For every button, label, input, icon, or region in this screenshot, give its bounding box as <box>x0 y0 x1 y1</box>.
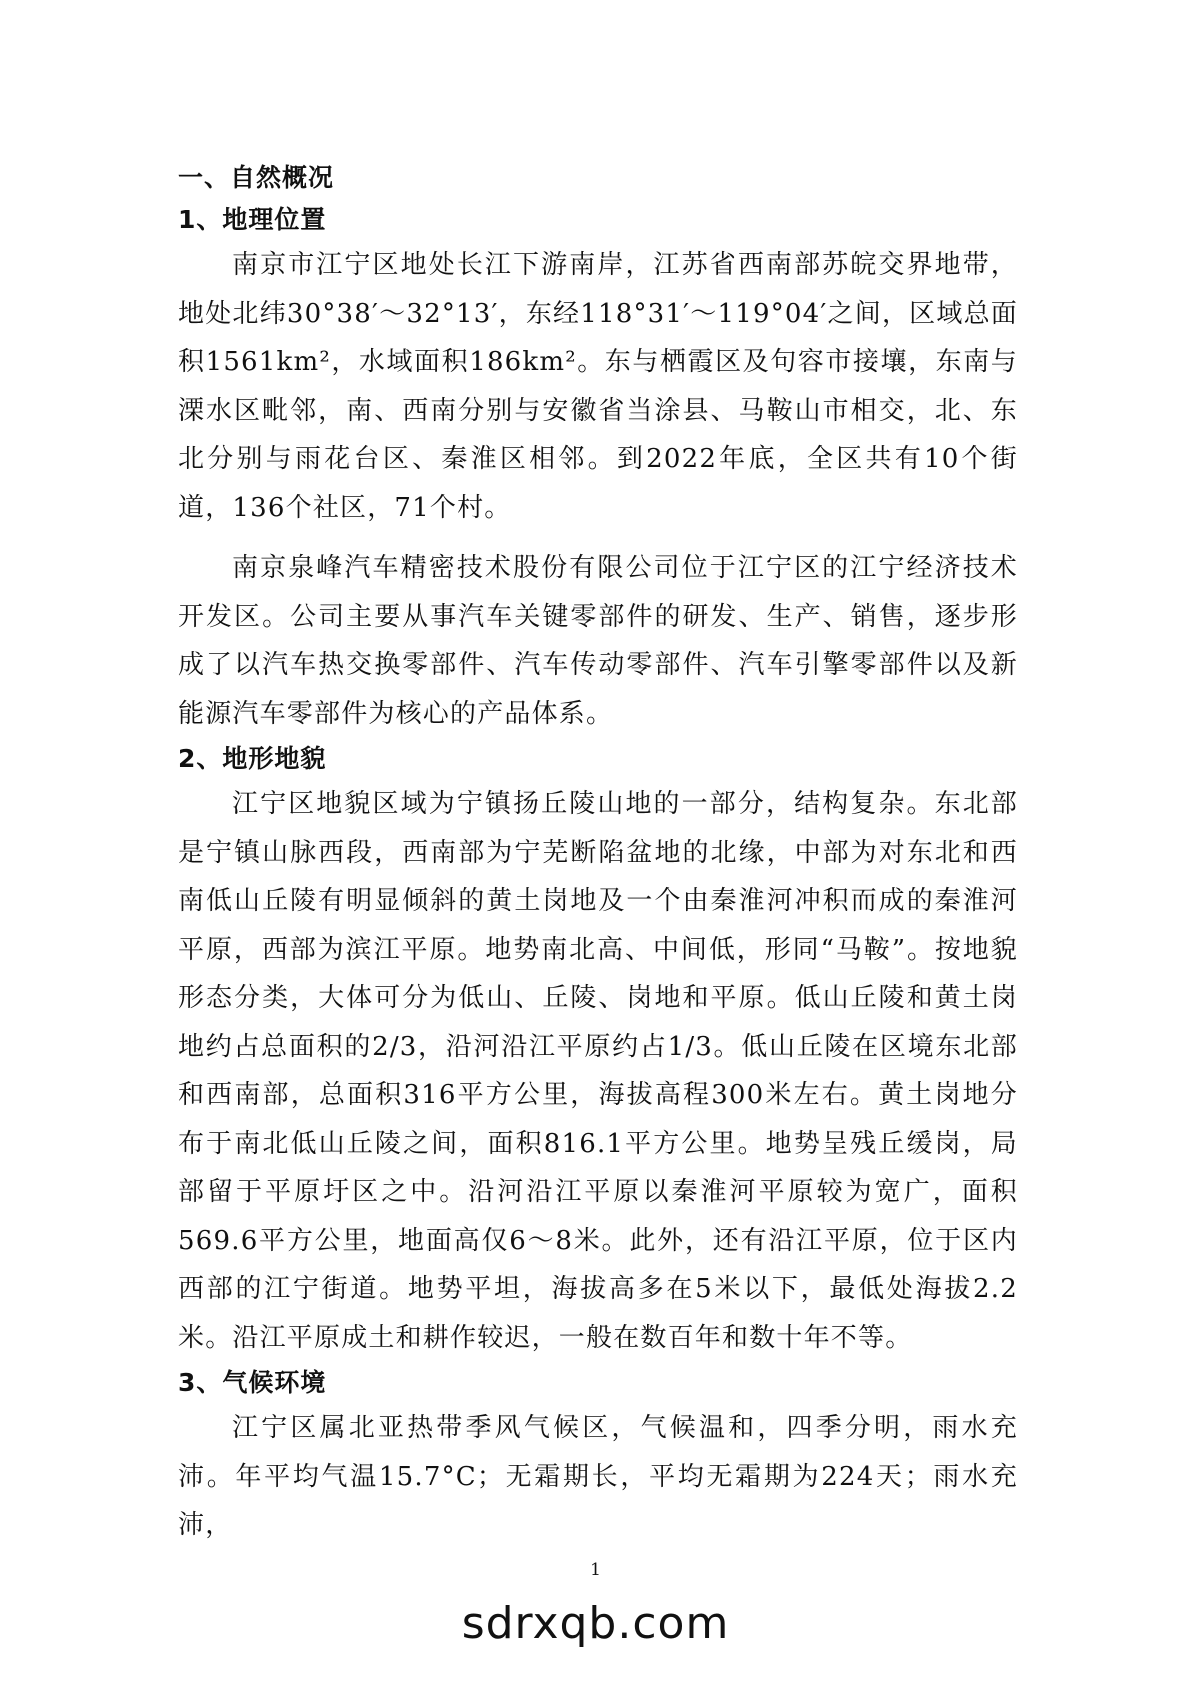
watermark-text: sdrxqb.com <box>461 1598 730 1649</box>
document-body <box>178 157 1018 1550</box>
section-title: 一、自然概况 <box>178 163 335 192</box>
subsection-heading-terrain: 2、地形地貌 <box>178 744 327 773</box>
paragraph-climate-1: 江宁区属北亚热带季风气候区，气候温和，四季分明，雨水充沛。年平均气温15.7°C；无霜期长，平均无霜期为224天；雨水充沛， <box>178 1413 1018 1540</box>
page-number: 1 <box>590 1560 601 1580</box>
subsection-heading-climate: 3、气候环境 <box>178 1368 327 1397</box>
paragraph-location-1: 南京市江宁区地处长江下游南岸，江苏省西南部苏皖交界地带，地处北纬30°38′～32°13′，东经118°31′～119°04′之间，区域总面积1561km²，水域面积186km²。东与栖霞区及句容市接壤，东南与溧水区毗邻，南、西南分别与安徽省当涂县、马鞍山市相交，北、东北分别与雨花台区、秦淮区相邻。到2022年底，全区共有10个街道，136个社区，71个村。 <box>178 250 1018 523</box>
paragraph-terrain-1: 江宁区地貌区域为宁镇扬丘陵山地的一部分，结构复杂。东北部是宁镇山脉西段，西南部为宁芜断陷盆地的北缘，中部为对东北和西南低山丘陵有明显倾斜的黄土岗地及一个由秦淮河冲积而成的秦淮河平原，西部为滨江平原。地势南北高、中间低，形同“马鞍”。按地貌形态分类，大体可分为低山、丘陵、岗地和平原。低山丘陵和黄土岗地约占总面积的2/3，沿河沿江平原约占1/3。低山丘陵在区境东北部和西南部，总面积316平方公里，海拔高程300米左右。黄土岗地分布于南北低山丘陵之间，面积816.1平方公里。地势呈残丘缓岗，局部留于平原圩区之中。沿河沿江平原以秦淮河平原较为宽广，面积569.6平方公里，地面高仅6～8米。此外，还有沿江平原，位于区内西部的江宁街道。地势平坦，海拔高多在5米以下，最低处海拔2.2米。沿江平原成土和耕作较迟，一般在数百年和数十年不等。 <box>178 789 1018 1353</box>
paragraph-location-2: 南京泉峰汽车精密技术股份有限公司位于江宁区的江宁经济技术开发区。公司主要从事汽车关键零部件的研发、生产、销售，逐步形成了以汽车热交换零部件、汽车传动零部件、汽车引擎零部件以及新能源汽车零部件为核心的产品体系。 <box>178 553 1018 729</box>
subsection-heading-location: 1、地理位置 <box>178 205 327 234</box>
